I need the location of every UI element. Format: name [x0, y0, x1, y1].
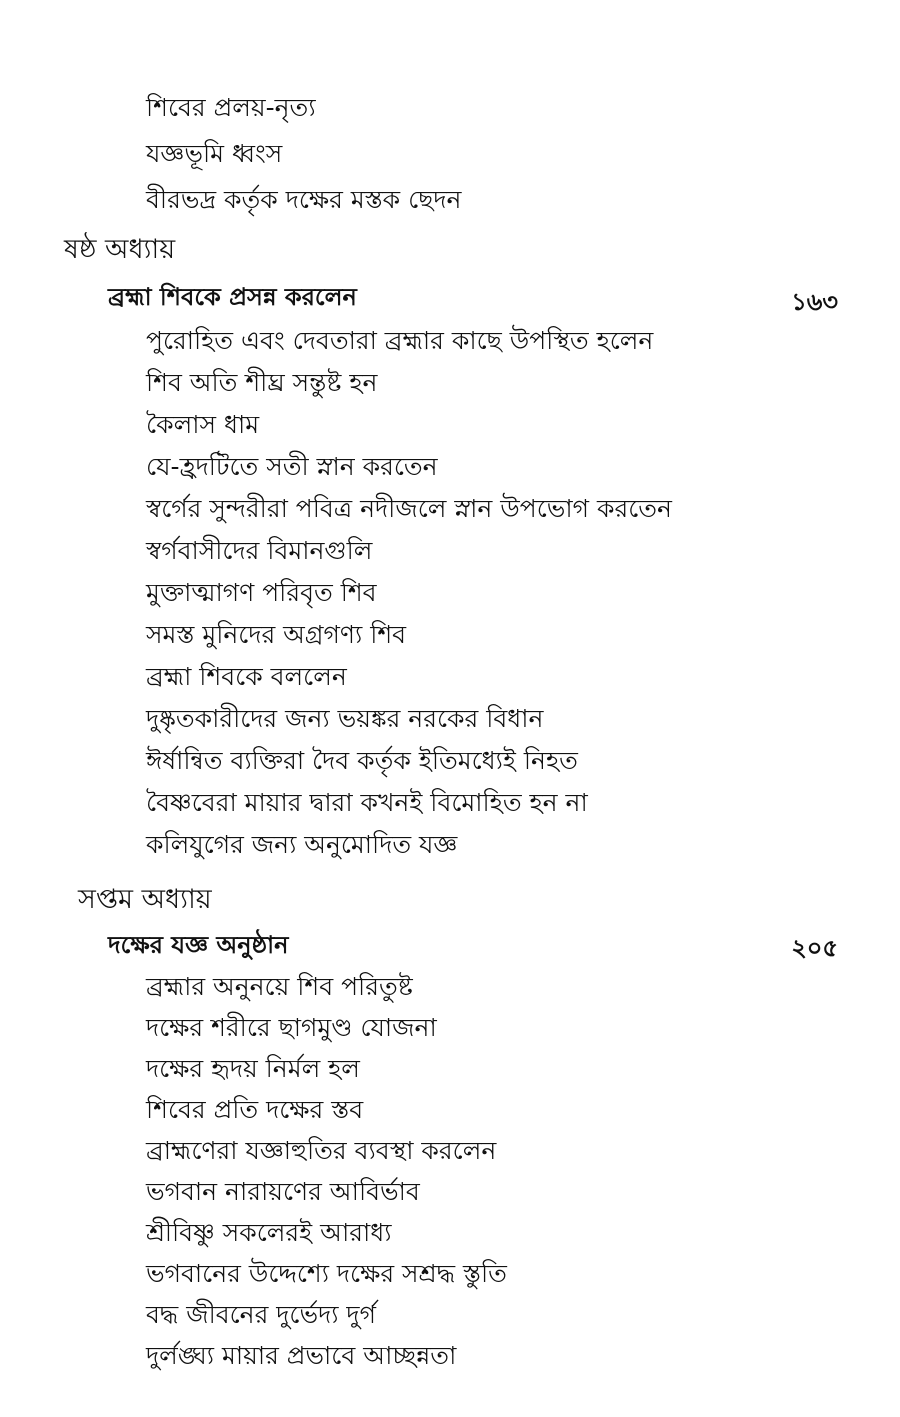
toc-entry: ব্রাহ্মণেরা যজ্ঞাহুতির ব্যবস্থা করলেন: [146, 1136, 497, 1165]
toc-entry: বৈষ্ণবেরা মায়ার দ্বারা কখনই বিমোহিত হন না: [146, 788, 588, 817]
toc-entry: মুক্তাত্মাগণ পরিবৃত শিব: [146, 578, 377, 607]
toc-entry: সমস্ত মুনিদের অগ্রগণ্য শিব: [146, 620, 407, 649]
toc-entry: পুরোহিত এবং দেবতারা ব্রহ্মার কাছে উপস্থিত হলেন: [146, 326, 654, 355]
toc-entry: দক্ষের শরীরে ছাগমুণ্ড যোজনা: [146, 1013, 437, 1042]
section-title: ব্রহ্মা শিবকে প্রসন্ন করলেন: [108, 283, 357, 311]
chapter-heading: সপ্তম অধ্যায়: [78, 884, 212, 915]
toc-entry: ঈর্ষান্বিত ব্যক্তিরা দৈব কর্তৃক ইতিমধ্যেই নিহত: [146, 746, 578, 775]
toc-entry: দুষ্কৃতকারীদের জন্য ভয়ঙ্কর নরকের বিধান: [146, 704, 544, 733]
chapter-heading: ষষ্ঠ অধ্যায়: [64, 234, 176, 265]
toc-entry: ভগবান নারায়ণের আবির্ভাব: [146, 1177, 420, 1206]
toc-entry: শ্রীবিষ্ণু সকলেরই আরাধ্য: [146, 1218, 392, 1247]
toc-entry: শিবের প্রলয়-নৃত্য: [146, 93, 316, 122]
toc-entry: কলিযুগের জন্য অনুমোদিত যজ্ঞ: [146, 830, 458, 859]
toc-entry: ব্রহ্মার অনুনয়ে শিব পরিতুষ্ট: [146, 972, 413, 1001]
toc-entry: ব্রহ্মা শিবকে বললেন: [146, 662, 347, 691]
toc-entry: শিবের প্রতি দক্ষের স্তব: [146, 1095, 364, 1124]
toc-entry: কৈলাস ধাম: [146, 410, 260, 439]
page-number: ২০৫: [791, 934, 838, 962]
toc-entry: ভগবানের উদ্দেশ্যে দক্ষের সশ্রদ্ধ স্তুতি: [146, 1259, 507, 1288]
toc-entry: স্বর্গের সুন্দরীরা পবিত্র নদীজলে স্নান উপভোগ করতেন: [146, 494, 672, 523]
toc-entry: বীরভদ্র কর্তৃক দক্ষের মস্তক ছেদন: [146, 185, 462, 214]
section-title: দক্ষের যজ্ঞ অনুষ্ঠান: [108, 931, 289, 959]
toc-entry: যে-হ্রদটিতে সতী স্নান করতেন: [146, 452, 438, 481]
toc-entry: দক্ষের হৃদয় নির্মল হল: [146, 1054, 360, 1083]
toc-entry: বদ্ধ জীবনের দুর্ভেদ্য দুর্গ: [146, 1300, 376, 1329]
toc-entry: স্বর্গবাসীদের বিমানগুলি: [146, 536, 373, 565]
toc-entry: শিব অতি শীঘ্র সন্তুষ্ট হন: [146, 368, 378, 397]
toc-entry: দুর্লঙ্ঘ্য মায়ার প্রভাবে আচ্ছন্নতা: [146, 1341, 457, 1370]
toc-entry: যজ্ঞভূমি ধ্বংস: [146, 139, 283, 168]
page-number: ১৬৩: [791, 288, 838, 316]
